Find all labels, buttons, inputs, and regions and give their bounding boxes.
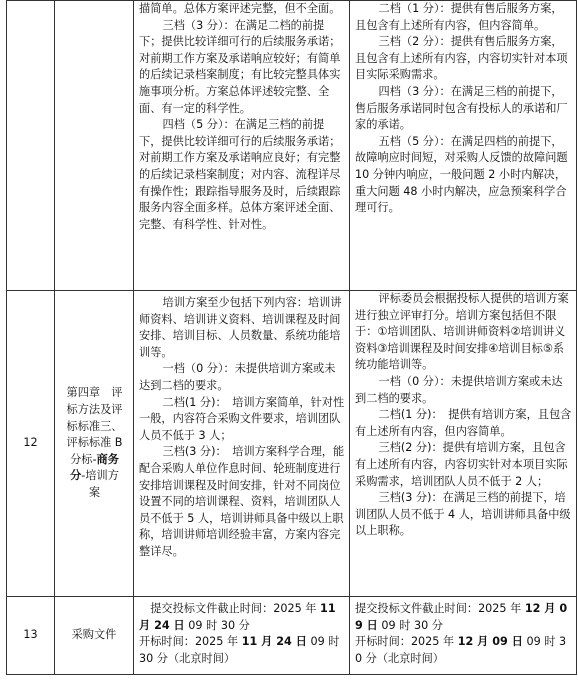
criteria-paragraph: 二档(1 分)： 提供有培训方案，且包含有上述所有内容，但内容简单。	[355, 408, 572, 438]
original-criteria-cell	[134, 291, 350, 597]
criteria-paragraph: 二档（1 分）：提供有售后服务方案，且包含有上述所有内容，但内容简单。	[355, 2, 563, 32]
criteria-paragraph: 四档（3 分）：在满足三档的前提下，售后服务承诺同时包含有投标人的承诺和厂家的承诺。	[355, 84, 568, 132]
criteria-paragraph: 四档（5 分）：在满足三档的前提下，提供比较详细可行的后续服务承诺；对前期工作方案及承诺响应良好；有完整的后续记录档案制度；对内容、流程详尽有操作性；跟踪指导服务及时，后续跟踪服务内容全面多样。总体方案评述全面、完整、有科学性、针对性。	[139, 118, 341, 231]
criteria-paragraph: 三档（2 分）：提供有售后服务方案，且包含有上述所有内容，内容切实针对本项目实际采购需求。	[355, 35, 568, 82]
criteria-paragraph: 一档（0 分）：未提供培训方案或未达到二档的要求。	[139, 362, 336, 392]
opening-line: 开标时间：2025 年 12 月 09 日 09 时 30 分（北京时间）	[355, 635, 567, 665]
criteria-paragraph: 一档（0 分）：未提供培训方案或未达到二档的要求。	[355, 374, 563, 405]
table-row	[7, 1, 577, 291]
table-row	[7, 291, 577, 597]
revised-schedule-cell	[350, 597, 577, 675]
revised-criteria-cell	[350, 291, 577, 597]
criteria-paragraph: 三档（3 分）：在满足二档的前提下；提供比较详细可行的后续服务承诺；对前期工作方案及承诺响应较好；有简单的后续记录档案制度；有比较完整具体实施事项分析。方案总体评述较完整、全面、有一定的科学性。	[139, 18, 341, 115]
row-number-cell	[7, 291, 55, 597]
item-name-cell	[55, 1, 134, 291]
criteria-paragraph: 描简单。总体方案评述完整，但不全面。	[139, 2, 341, 15]
criteria-paragraph: 五档（5 分）：在满足四档的前提下，故障响应时间短，对采购人反馈的故障问题 10 分钟内响应，一般问题 2 小时内解决，重大问题 48 小时内解决，应急预案科学合理可行。	[355, 134, 568, 215]
item-name-cell	[55, 291, 134, 597]
row-number-cell	[7, 597, 55, 675]
criteria-paragraph: 三档(3 分)： 培训方案科学合理，能配合采购人单位作息时间、轮班制度进行安排培训课程及时间安排，针对不同岗位设置不同的培训课程、资料，培训团队人员不低于 5 人，培训讲师具备中级以上职称，培训讲师培训经验丰富，方案内容完整详尽。	[139, 445, 345, 558]
deadline-line: 提交投标文件截止时间：2025 年 12 月 09 日 09 时 30 分	[355, 602, 568, 632]
original-criteria-cell	[134, 1, 350, 291]
criteria-paragraph: 评标委员会根据投标人提供的培训方案进行独立评审打分。培训方案包括但不限于：①培训团队、培训讲师资料②培训讲义资料③培训课程及时间安排④培训目标⑤系统功能培训等。	[355, 292, 569, 372]
deadline-line: 提交投标文件截止时间：2025 年 11 月 24 日 09 时 30 分	[139, 602, 336, 632]
row-number: 13	[23, 628, 38, 642]
row-number-cell	[7, 1, 55, 291]
criteria-paragraph: 培训方案至少包括下列内容：培训讲师资料、培训讲义资料、培训课程及时间安排、培训目标、人员数量、系统功能培训等。	[139, 296, 342, 359]
criteria-paragraph: 二档(1 分)： 培训方案简单，针对性一般，内容符合采购文件要求，培训团队人员不低于 3 人；	[139, 395, 345, 442]
opening-line: 开标时间：2025 年 11 月 24 日 09 时 30 分（北京时间）	[139, 635, 340, 665]
criteria-paragraph: 三档(2 分)：提供有培训方案，且包含有上述所有内容，内容切实针对本项目实际采购需求，培训团队人员不低于 2 人；	[355, 441, 568, 488]
original-schedule-cell	[134, 597, 350, 675]
revised-criteria-cell	[350, 1, 577, 291]
criteria-paragraph: 三档(3 分)：在满足三档的前提下，培训团队人员不低于 4 人，培训讲师具备中级以上职称。	[355, 491, 571, 538]
table-row	[7, 597, 577, 675]
item-name: 采购文件	[71, 628, 117, 642]
row-number: 12	[23, 436, 38, 450]
item-name-cell	[55, 597, 134, 675]
scoring-criteria-table	[6, 0, 577, 675]
item-name: 第四章 评标方法及评标标准三、评标标准 B 分标-商务分-培训方案	[66, 386, 123, 499]
